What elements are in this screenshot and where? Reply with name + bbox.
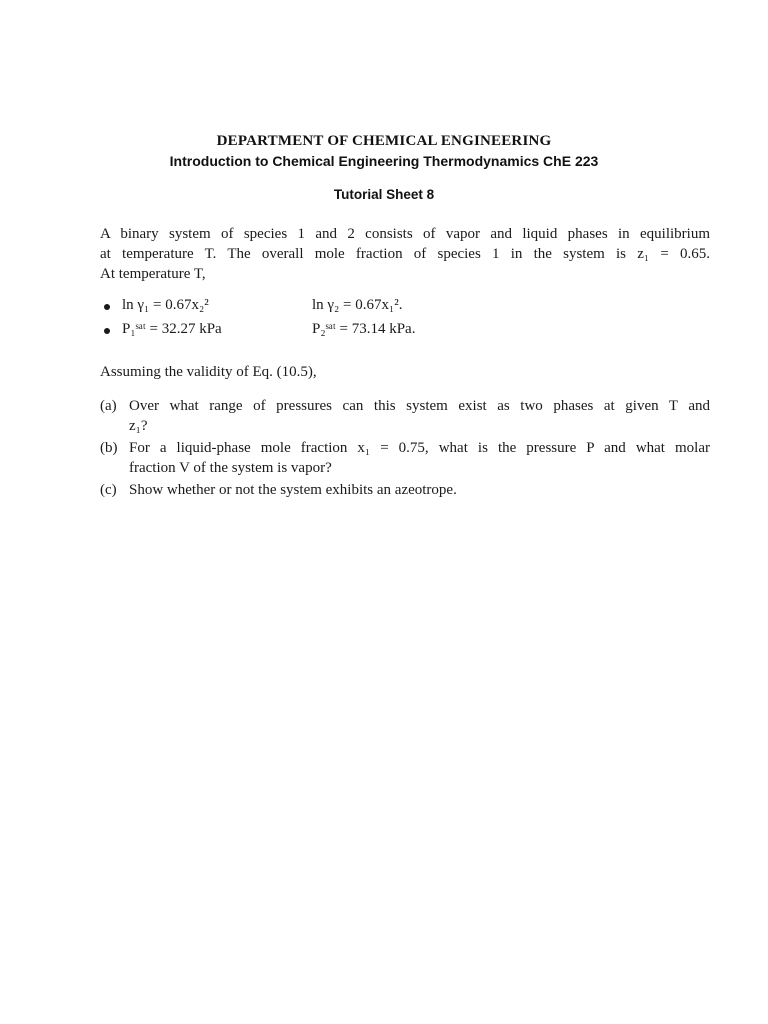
bullet-icon — [104, 328, 110, 334]
intro-line: A binary system of species 1 and 2 consists of vapor and liquid phases in equilibrium — [100, 226, 710, 242]
question-b — [100, 438, 710, 478]
question-a — [100, 396, 710, 436]
intro-line: at temperature T. The overall mole fraction of species 1 in the system is z₁ = 0.65. — [100, 246, 710, 262]
activity-coefficient-1: ln γ₁ = 0.67x₂² — [122, 297, 209, 313]
course-title: Introduction to Chemical Engineering Thermodynamics ChE 223 — [169, 153, 599, 169]
question-text: For a liquid-phase mole fraction x₁ = 0.75, what is the pressure P and what molar — [129, 440, 710, 456]
intro-line: At temperature T, — [100, 266, 206, 282]
question-list — [100, 396, 710, 502]
question-text: Show whether or not the system exhibits an azeotrope. — [129, 482, 457, 498]
department-heading: DEPARTMENT OF CHEMICAL ENGINEERING — [216, 133, 552, 149]
question-text-continued: z₁? — [129, 418, 148, 434]
question-tag: (b) — [100, 440, 118, 456]
question-text: Over what range of pressures can this system exist as two phases at given T and — [129, 398, 710, 414]
saturation-pressure-2: P₂ˢᵃᵗ = 73.14 kPa. — [312, 321, 416, 337]
saturation-pressure-1: P₁ˢᵃᵗ = 32.27 kPa — [122, 321, 222, 337]
question-text-continued: fraction V of the system is vapor? — [129, 460, 332, 476]
activity-coefficient-2: ln γ₂ = 0.67x₁². — [312, 297, 403, 313]
list-item — [100, 321, 660, 345]
question-tag: (a) — [100, 398, 117, 414]
list-item — [100, 297, 660, 321]
assumption-text: Assuming the validity of Eq. (10.5), — [100, 364, 317, 380]
bullet-icon — [104, 304, 110, 310]
problem-intro — [100, 224, 710, 284]
sheet-title: Tutorial Sheet 8 — [333, 187, 435, 202]
given-data-list — [100, 297, 660, 345]
question-tag: (c) — [100, 482, 117, 498]
question-c — [100, 480, 710, 500]
